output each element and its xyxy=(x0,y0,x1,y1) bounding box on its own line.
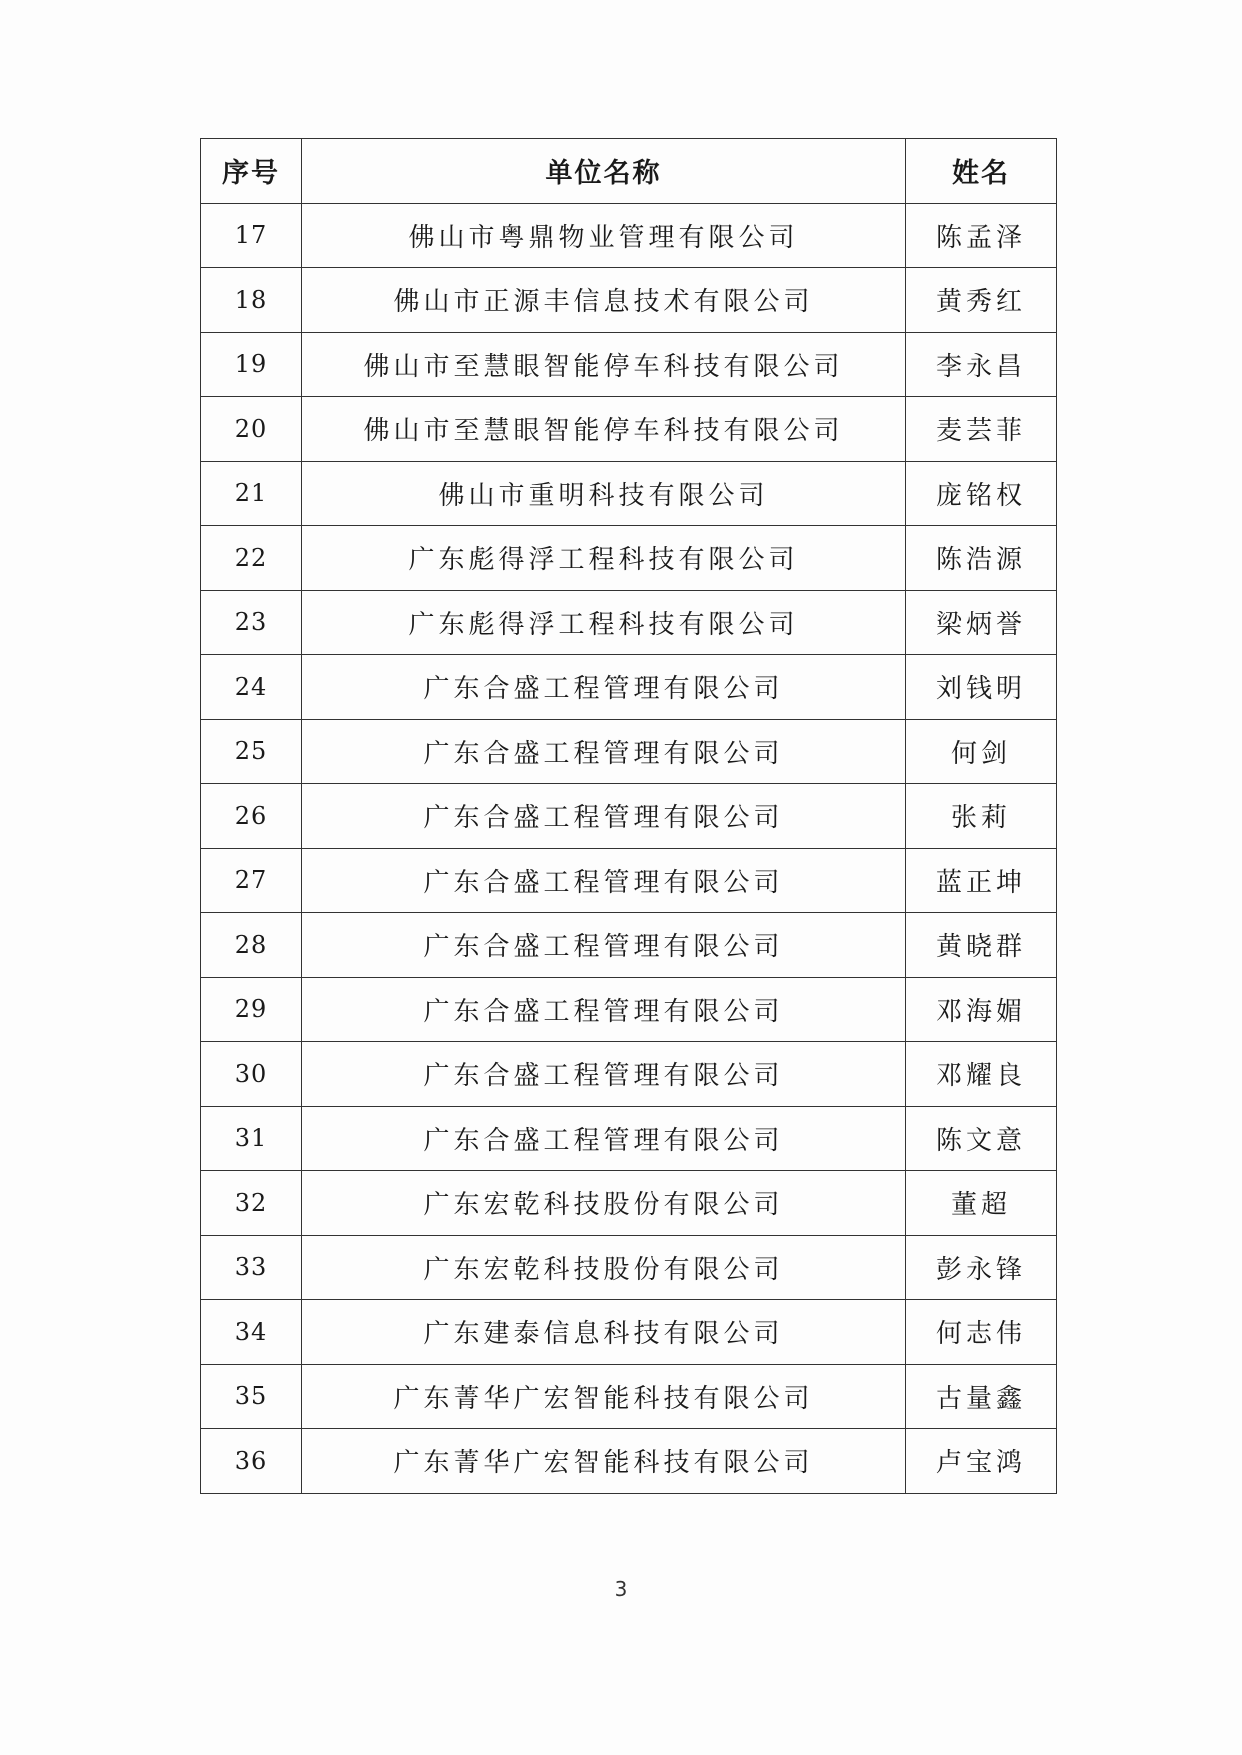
table-row xyxy=(201,1300,1057,1365)
table-row xyxy=(201,526,1057,591)
table-row xyxy=(201,1106,1057,1171)
unit-name-cell: 广东彪得浮工程科技有限公司 xyxy=(302,590,906,655)
table-row xyxy=(201,1171,1057,1236)
table-row xyxy=(201,590,1057,655)
serial-number-cell: 19 xyxy=(201,332,302,397)
table-body xyxy=(201,203,1057,1493)
unit-name-cell: 广东合盛工程管理有限公司 xyxy=(302,848,906,913)
unit-name-cell: 佛山市重明科技有限公司 xyxy=(302,461,906,526)
table-row xyxy=(201,848,1057,913)
serial-number-cell: 35 xyxy=(201,1364,302,1429)
unit-name-cell: 广东菁华广宏智能科技有限公司 xyxy=(302,1364,906,1429)
person-name-cell: 邓耀良 xyxy=(906,1042,1057,1107)
serial-number-cell: 20 xyxy=(201,397,302,462)
serial-number-cell: 32 xyxy=(201,1171,302,1236)
person-name-cell: 古量鑫 xyxy=(906,1364,1057,1429)
roster-table xyxy=(200,138,1057,1494)
serial-number-cell: 27 xyxy=(201,848,302,913)
serial-number-cell: 18 xyxy=(201,268,302,333)
person-name-cell: 黄晓群 xyxy=(906,913,1057,978)
header-person-name: 姓名 xyxy=(906,139,1057,204)
header-unit-name: 单位名称 xyxy=(302,139,906,204)
table-row xyxy=(201,977,1057,1042)
person-name-cell: 邓海媚 xyxy=(906,977,1057,1042)
table-row xyxy=(201,655,1057,720)
unit-name-cell: 佛山市正源丰信息技术有限公司 xyxy=(302,268,906,333)
unit-name-cell: 广东合盛工程管理有限公司 xyxy=(302,719,906,784)
table-row xyxy=(201,461,1057,526)
serial-number-cell: 24 xyxy=(201,655,302,720)
person-name-cell: 董超 xyxy=(906,1171,1057,1236)
table-row xyxy=(201,397,1057,462)
table-row xyxy=(201,1042,1057,1107)
table-row xyxy=(201,913,1057,978)
person-name-cell: 卢宝鸿 xyxy=(906,1429,1057,1494)
unit-name-cell: 广东菁华广宏智能科技有限公司 xyxy=(302,1429,906,1494)
person-name-cell: 李永昌 xyxy=(906,332,1057,397)
unit-name-cell: 广东合盛工程管理有限公司 xyxy=(302,977,906,1042)
serial-number-cell: 36 xyxy=(201,1429,302,1494)
serial-number-cell: 31 xyxy=(201,1106,302,1171)
serial-number-cell: 22 xyxy=(201,526,302,591)
unit-name-cell: 佛山市粤鼎物业管理有限公司 xyxy=(302,203,906,268)
unit-name-cell: 广东合盛工程管理有限公司 xyxy=(302,1106,906,1171)
unit-name-cell: 佛山市至慧眼智能停车科技有限公司 xyxy=(302,332,906,397)
table-row xyxy=(201,719,1057,784)
serial-number-cell: 26 xyxy=(201,784,302,849)
person-name-cell: 彭永锋 xyxy=(906,1235,1057,1300)
unit-name-cell: 广东合盛工程管理有限公司 xyxy=(302,1042,906,1107)
unit-name-cell: 广东宏乾科技股份有限公司 xyxy=(302,1171,906,1236)
serial-number-cell: 29 xyxy=(201,977,302,1042)
unit-name-cell: 广东宏乾科技股份有限公司 xyxy=(302,1235,906,1300)
serial-number-cell: 17 xyxy=(201,203,302,268)
table-row xyxy=(201,1364,1057,1429)
unit-name-cell: 广东彪得浮工程科技有限公司 xyxy=(302,526,906,591)
page-number: 3 xyxy=(614,1577,628,1601)
person-name-cell: 陈文意 xyxy=(906,1106,1057,1171)
person-name-cell: 陈浩源 xyxy=(906,526,1057,591)
serial-number-cell: 33 xyxy=(201,1235,302,1300)
table-row xyxy=(201,1429,1057,1494)
unit-name-cell: 广东建泰信息科技有限公司 xyxy=(302,1300,906,1365)
person-name-cell: 蓝正坤 xyxy=(906,848,1057,913)
table-row xyxy=(201,1235,1057,1300)
serial-number-cell: 34 xyxy=(201,1300,302,1365)
unit-name-cell: 佛山市至慧眼智能停车科技有限公司 xyxy=(302,397,906,462)
serial-number-cell: 28 xyxy=(201,913,302,978)
person-name-cell: 麦芸菲 xyxy=(906,397,1057,462)
table-header-row xyxy=(201,139,1057,204)
serial-number-cell: 21 xyxy=(201,461,302,526)
table-row xyxy=(201,203,1057,268)
serial-number-cell: 25 xyxy=(201,719,302,784)
person-name-cell: 庞铭权 xyxy=(906,461,1057,526)
unit-name-cell: 广东合盛工程管理有限公司 xyxy=(302,784,906,849)
person-name-cell: 张莉 xyxy=(906,784,1057,849)
header-serial-number: 序号 xyxy=(201,139,302,204)
unit-name-cell: 广东合盛工程管理有限公司 xyxy=(302,913,906,978)
table-row xyxy=(201,332,1057,397)
person-name-cell: 何剑 xyxy=(906,719,1057,784)
serial-number-cell: 30 xyxy=(201,1042,302,1107)
table-row xyxy=(201,784,1057,849)
serial-number-cell: 23 xyxy=(201,590,302,655)
person-name-cell: 陈孟泽 xyxy=(906,203,1057,268)
person-name-cell: 梁炳誉 xyxy=(906,590,1057,655)
person-name-cell: 刘钱明 xyxy=(906,655,1057,720)
unit-name-cell: 广东合盛工程管理有限公司 xyxy=(302,655,906,720)
table-row xyxy=(201,268,1057,333)
person-name-cell: 何志伟 xyxy=(906,1300,1057,1365)
person-name-cell: 黄秀红 xyxy=(906,268,1057,333)
